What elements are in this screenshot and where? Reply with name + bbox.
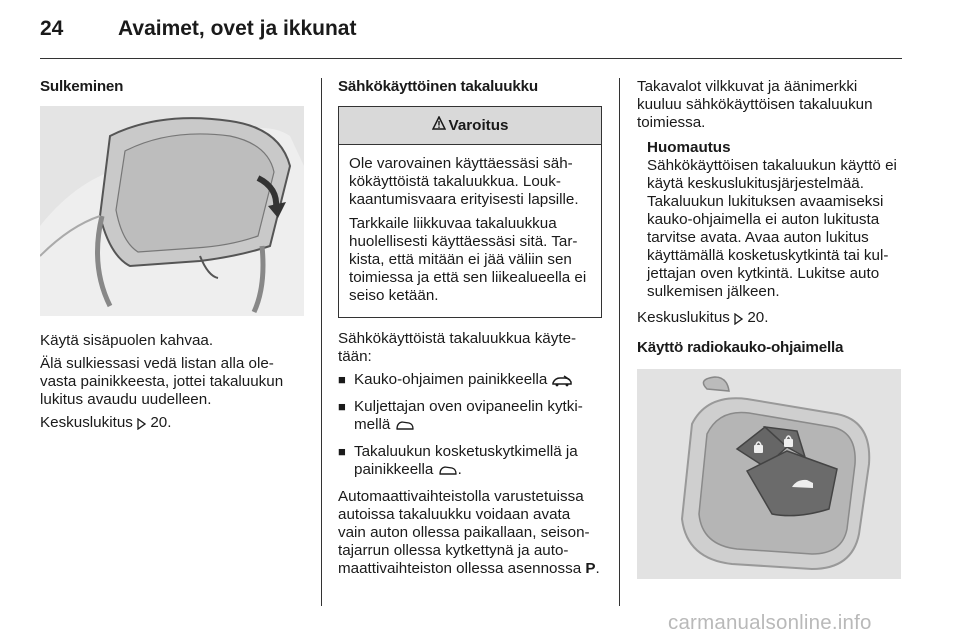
column-closing (40, 78, 304, 440)
tailgate-switch-icon (395, 419, 415, 437)
column-signals (637, 78, 901, 579)
instruction-handle: Käytä sisäpuolen kahvaa. (40, 332, 214, 349)
list-item: ■ Takaluukun kosketuskytkimellä ja painikkeella . (338, 443, 602, 482)
warning-title: Varoitus (448, 116, 509, 134)
list-item: ■ Kuljettajan oven ovipaneelin kytkimellä (338, 398, 602, 437)
list-item: ■ Kauko-ohjaimen painikkeella (338, 371, 602, 392)
page-title: Avaimet, ovet ja ikkunat (118, 17, 357, 40)
operation-intro: Sähkökäyttöistä takaluukkua käytetään: (338, 330, 577, 365)
warning-body (339, 145, 601, 317)
automatic-transmission-note: Automaattivaihteistolla varustetuissa autoissa takaluukku voidaan avata vain auton ollessa paikallaan, seisontajarrun ollessa kytkettynä ja automaattivaihteiston ollessa asennossa P. (338, 488, 600, 577)
section-heading-remote: Käyttö radiokauko-ohjaimella (637, 339, 844, 356)
warning-text-2: Tarkkaile liikkuvaa takaluukkua huolellisesti käyttäessäsi sitä. Tarkista, että mitään ei jää väliin sen toimiessa ja että sen liikealueella ei seiso ketään. (349, 215, 587, 304)
tailgate-remote-icon (552, 374, 572, 392)
column-divider (321, 78, 322, 606)
remote-key-drawing (637, 369, 901, 579)
note-body: Sähkökäyttöisen takaluukun käyttö ei käytä keskuslukitusjärjestelmää. Takaluukun lukituksen avaamiseksi kauko-ohjaimella ei auton lukitusta tarvitse avata. Avaa auton lukitus käyttämällä kosketuskytkintä tai kuljettajan oven kytkintä. Lukitse auto sulkemisen jälkeen. (647, 157, 897, 300)
note-block (637, 139, 901, 301)
section-heading-power-tailgate: Sähkökäyttöinen takaluukku (338, 78, 538, 95)
reference-page-link[interactable]: 20. (747, 309, 769, 326)
warning-triangle-icon (432, 116, 446, 135)
section-heading-closing: Sulkeminen (40, 78, 124, 95)
remote-key-illustration (637, 369, 901, 579)
tailgate-switch-icon (438, 464, 458, 482)
column-divider (619, 78, 620, 606)
operation-list (338, 371, 602, 482)
instruction-button-warning: Älä sulkiessasi vedä listan alla olevasta painikkeesta, jottei takaluukun lukitus avaudu uudelleen. (40, 355, 284, 408)
warning-header (339, 107, 601, 145)
tailgate-drawing (40, 106, 304, 316)
tailgate-illustration (40, 106, 304, 316)
page-number: 24 (40, 17, 64, 40)
column-power-tailgate (338, 78, 602, 583)
page-reference-triangle-icon (734, 312, 743, 330)
note-title: Huomautus (647, 139, 731, 156)
cross-reference-central-locking: Keskuslukitus 20. (40, 414, 304, 435)
signal-text: Takavalot vilkkuvat ja äänimerkki kuuluu sähkökäyttöisen takaluukun toimiessa. (637, 78, 873, 131)
cross-reference-central-locking: Keskuslukitus 20. (637, 309, 901, 330)
header-divider (40, 58, 902, 59)
warning-text-1: Ole varovainen käyttäessäsi sähkökäyttöistä takaluukkua. Loukkaantumisvaara erityisesti lapsille. (349, 155, 579, 208)
page-reference-triangle-icon (137, 417, 146, 435)
warning-box (338, 106, 602, 318)
page-header (40, 16, 920, 56)
site-watermark: carmanualsonline.info (668, 611, 872, 634)
reference-page-link[interactable]: 20. (150, 414, 172, 431)
